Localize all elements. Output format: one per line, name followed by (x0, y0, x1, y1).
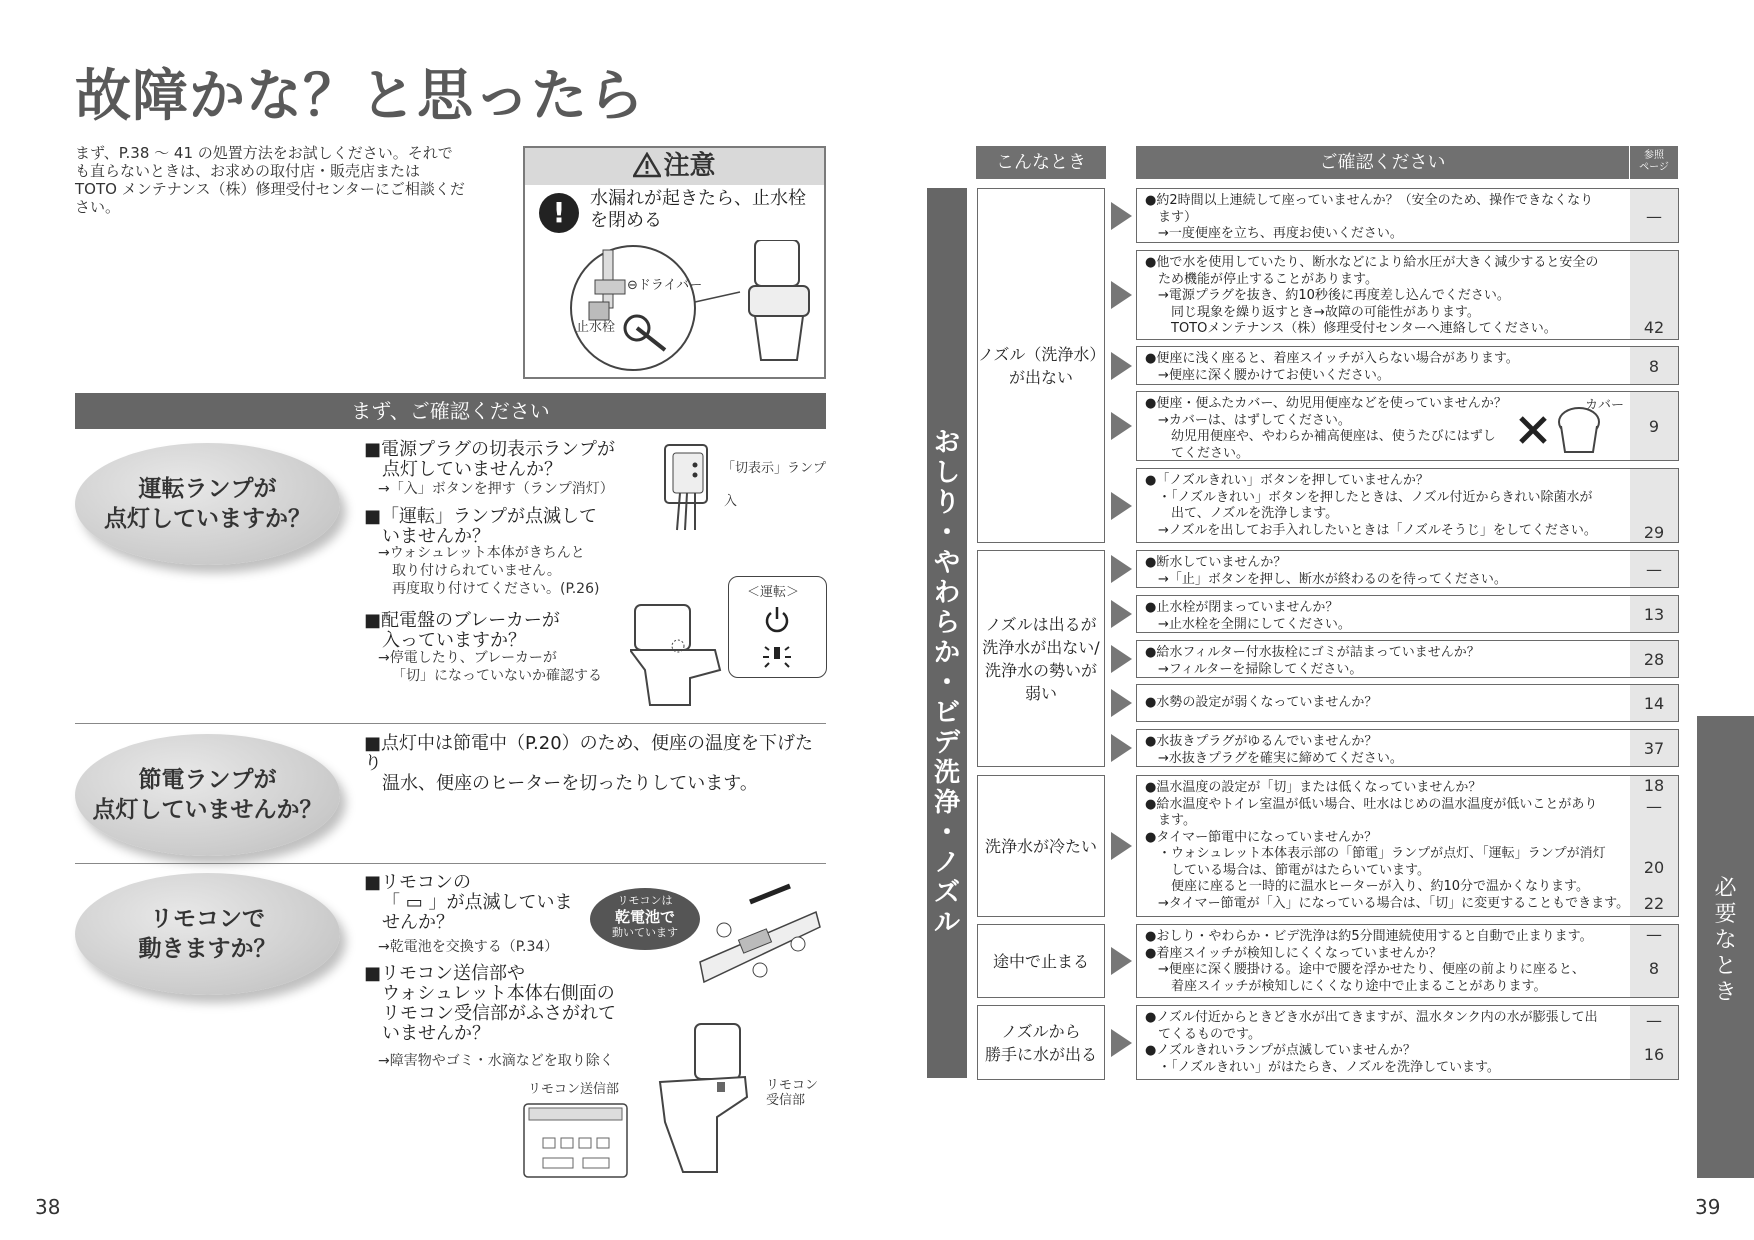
item-sub: 「切」になっていないか確認する (392, 668, 602, 684)
section3-item2-sub (378, 1052, 658, 1070)
row-line: ます） (1145, 209, 1198, 225)
row-text (1145, 600, 1615, 633)
row-line: ●温水温度の設定が「切」または低くなっていませんか？ (1145, 780, 1482, 795)
check-row (1136, 684, 1679, 722)
header-ref-line: ページ (1639, 162, 1669, 173)
condition-line: 洗浄水が出ない/ (982, 637, 1100, 657)
bubble-line: 動いています (612, 926, 678, 939)
row-line: ●水抜きプラグがゆるんでいませんか？ (1145, 734, 1378, 749)
power-icon (762, 605, 792, 633)
ref-page-number: 8 (1648, 959, 1660, 978)
row-line: →止水栓を全開にしてください。 (1145, 616, 1351, 632)
vertical-char: ら (933, 608, 960, 638)
arrow-right-icon (1111, 1029, 1132, 1057)
side-tab-text (1697, 876, 1754, 1006)
page-number-left: 38 (35, 1195, 61, 1219)
oval-line: 運転ランプが (138, 476, 277, 502)
condition-line: ノズルから (1001, 1021, 1081, 1041)
vertical-category-text (927, 428, 967, 938)
unten-lamp-callout (728, 576, 827, 678)
item-head: 温水、便座のヒーターを切ったりしています。 (382, 773, 758, 794)
condition-line: 勝手に水が出る (984, 1044, 1097, 1064)
arrow-right-icon (1111, 281, 1132, 309)
item-head: 「 ▭ 」が点滅していま (382, 892, 573, 913)
arrow-right-icon (1111, 832, 1132, 860)
vertical-char: お (933, 428, 960, 458)
bubble-line: リモコンは (617, 894, 673, 907)
item-head: リモコン受信部がふさがれて (382, 1003, 616, 1024)
kiri-lamp-label: 「切表示」ランプ (722, 461, 827, 476)
row-line: ・「ノズルきれい」がはたらき、ノズルを洗浄しています。 (1145, 1059, 1500, 1075)
ref-page-number: — (1646, 925, 1662, 944)
check-row (1136, 1005, 1679, 1080)
ref-page-number: 8 (1648, 357, 1660, 376)
row-line: →ノズルを出してお手入れしたいときは「ノズルそうじ」をしてください。 (1145, 522, 1597, 538)
row-line: →便座に深く腰掛ける。途中で腰を浮かせたり、便座の前よりに座ると、 (1145, 962, 1585, 977)
toilet-receiver-illustration (655, 1022, 755, 1177)
arrow-right-icon (1111, 492, 1132, 520)
ref-page-number: 29 (1643, 523, 1665, 542)
page-title: 故障かな？と思ったら (75, 64, 645, 129)
check-row (1136, 250, 1679, 340)
row-text (1145, 929, 1615, 995)
ref-page-number: 16 (1643, 1045, 1665, 1064)
section3-item1-sub (378, 938, 598, 956)
oval-unten-lamp (75, 443, 340, 565)
row-line: ため機能が停止することがあります。 (1145, 271, 1378, 287)
cover-label: カバー (1585, 398, 1625, 413)
row-text (1145, 351, 1615, 384)
item-sub: →乾電池を交換する（P.34） (378, 939, 559, 955)
receiver-line: リモコン (766, 1078, 819, 1093)
section1-item1 (364, 440, 634, 480)
item-head: 点灯していませんか？ (382, 459, 562, 480)
check-first-banner: まず、ご確認ください (75, 393, 826, 429)
item-head: いませんか？ (382, 526, 490, 547)
condition-line: ノズルは出るが (985, 614, 1097, 634)
battery-bubble (590, 888, 700, 950)
ref-page-number: 42 (1643, 318, 1665, 337)
ref-page-number: — (1646, 797, 1662, 816)
ref-page-number: 9 (1648, 417, 1660, 436)
caution-box (523, 146, 826, 379)
item-head: ■点灯中は節電中（P.20）のため、便座の温度を下げたり (364, 733, 813, 774)
vertical-char: ・ (933, 818, 960, 848)
row-line: ●ノズル付近からときどき水が出てきますが、温水タンク内の水が膨張して出 (1145, 1010, 1598, 1025)
check-row (1136, 924, 1679, 998)
oval-remocon (75, 873, 340, 995)
row-line: 便座に座ると一時的に温水ヒーターが入り、約10分で温かくなります。 (1145, 879, 1589, 894)
section2-item1 (364, 734, 824, 794)
ref-page-number: 13 (1643, 605, 1665, 624)
vertical-char: き (1714, 980, 1737, 1005)
check-row (1136, 391, 1679, 461)
arrow-right-icon (1111, 600, 1132, 628)
row-text (1145, 555, 1615, 588)
caution-driver-label: ⊖ドライバー (627, 278, 703, 293)
intro-text: まず、P.38 〜 41 の処置方法をお試しください。それでも直らないときは、お求めの取付店・販売店または TOTO メンテナンス（株）修理受付センターにご相談ください。 (75, 144, 465, 216)
check-row (1136, 468, 1679, 543)
row-text (1145, 734, 1615, 767)
header-ref-page (1629, 146, 1678, 179)
vertical-char: な (1714, 928, 1737, 953)
vertical-char: ・ (933, 668, 960, 698)
toilet-unten-illustration (630, 600, 725, 710)
row-line: ●止水栓が閉まっていませんか？ (1145, 600, 1339, 615)
remocon-battery-illustration (690, 882, 826, 1002)
row-line: ●給水フィルター付水抜栓にゴミが詰まっていませんか？ (1145, 645, 1480, 660)
arrow-right-icon (1111, 689, 1132, 717)
check-row (1136, 775, 1679, 917)
vertical-char: ・ (933, 518, 960, 548)
item-head: いませんか？ (382, 1023, 490, 1044)
condition-line: ノズル（洗浄水） (978, 344, 1106, 364)
row-line: →フィルターを掃除してください。 (1145, 661, 1363, 677)
blinking-lamp-icon (757, 639, 797, 669)
vertical-char: 洗 (933, 758, 960, 788)
vertical-char: 要 (1714, 902, 1737, 927)
ref-page-number: — (1646, 560, 1662, 579)
row-text (1145, 780, 1630, 912)
ref-page-number: 37 (1643, 739, 1665, 758)
item-sub: 再度取り付けてください。(P.26) (392, 581, 600, 597)
row-line: ●水勢の設定が弱くなっていませんか？ (1145, 695, 1378, 710)
arrow-right-icon (1111, 352, 1132, 380)
row-line: ます。 (1145, 813, 1196, 828)
section-divider (75, 863, 826, 864)
vertical-char: り (933, 488, 960, 518)
side-tab (1697, 716, 1754, 1178)
section1-item2-sub (378, 544, 638, 598)
section3-item2 (364, 964, 634, 1044)
remocon-sender-illustration (523, 1103, 628, 1178)
ref-page-number: 28 (1643, 650, 1665, 669)
row-line: ●着座スイッチが検知しにくくなっていませんか？ (1145, 945, 1442, 961)
item-head: ウォシュレット本体右側面の (382, 983, 615, 1004)
item-head: せんか？ (382, 912, 454, 933)
oval-setsuden-lamp (75, 734, 340, 856)
item-sub: →障害物やゴミ・水滴などを取り除く (378, 1053, 614, 1069)
row-line: ・ウォシュレット本体表示部の「節電」ランプが点灯、「運転」ランプが消灯 (1145, 846, 1606, 861)
item-head: ■「運転」ランプが点滅して (364, 506, 598, 527)
row-line: ●タイマー節電中になっていませんか？ (1145, 829, 1378, 845)
ref-page-number: 22 (1643, 894, 1665, 913)
item-sub: 取り付けられていません。 (392, 563, 561, 579)
arrow-right-icon (1111, 734, 1132, 762)
row-line: ●給水温度やトイレ室温が低い場合、吐水はじめの温水温度が低いことがあり (1145, 796, 1598, 812)
vertical-char: わ (933, 578, 960, 608)
arrow-right-icon (1111, 947, 1132, 975)
caution-heading-text: 注意 (663, 151, 716, 181)
row-line: 着座スイッチが検知しにくくなり途中で止まることがあります。 (1145, 978, 1547, 994)
arrow-right-icon (1111, 555, 1132, 583)
iri-label: 入 (724, 494, 738, 509)
row-line: ●他で水を使用していたり、断水などにより給水圧が大きく減少すると安全の (1145, 255, 1599, 270)
row-line: ●「ノズルきれい」ボタンを押していませんか？ (1145, 473, 1429, 488)
condition-line: 弱い (1024, 683, 1057, 703)
row-line: →便座に深く腰かけてお使いください。 (1145, 367, 1390, 383)
caution-stopcock-label: 止水栓 (576, 320, 616, 335)
section1-item1-sub (378, 480, 638, 498)
receiver-line: 受信部 (766, 1093, 806, 1108)
row-line: 出て、ノズルを洗浄します。 (1145, 506, 1339, 521)
item-head: ■リモコン送信部や (364, 963, 526, 984)
vertical-char: し (933, 458, 960, 488)
row-text (1145, 645, 1615, 678)
vertical-char: か (933, 638, 960, 668)
condition-line: 洗浄水が冷たい (984, 836, 1097, 856)
vertical-char: や (933, 548, 960, 578)
vertical-char: 必 (1714, 876, 1737, 901)
check-row (1136, 640, 1679, 678)
oval-line: リモコンで (150, 906, 265, 932)
row-line: 同じ現象を繰り返すとき→故障の可能性があります。 (1145, 304, 1480, 320)
item-sub: →ウォシュレット本体がきちんと (378, 545, 585, 561)
bubble-line: 乾電池で (614, 908, 675, 926)
item-head: ■配電盤のブレーカーが (364, 610, 560, 631)
oval-line: 動きますか？ (138, 936, 277, 962)
oval-line: 点灯していますか？ (104, 506, 311, 532)
row-line: →タイマー節電が「入」になっている場合は、「切」に変更することもできます。 (1145, 895, 1630, 911)
condition-weak-water (977, 550, 1105, 767)
unten-label: ＜運転＞ (747, 585, 800, 600)
section1-item2 (364, 507, 634, 547)
row-line: ●便座・便ふたカバー、幼児用便座などを使っていませんか？ (1145, 396, 1507, 411)
item-head: 入っていますか？ (382, 630, 526, 651)
exclamation-icon: ! (539, 193, 579, 233)
check-row (1136, 550, 1679, 588)
caution-heading (525, 148, 824, 185)
row-line: →一度便座を立ち、再度お使いください。 (1145, 226, 1403, 241)
section-divider (75, 723, 826, 724)
row-line: ●ノズルきれいランプが点滅していませんか？ (1145, 1043, 1416, 1058)
check-row (1136, 188, 1679, 243)
row-text (1145, 255, 1615, 338)
arrow-right-icon (1111, 202, 1132, 230)
condition-line: が出ない (1008, 367, 1073, 387)
ref-page-number: 14 (1643, 694, 1665, 713)
condition-line: 途中で止まる (992, 951, 1089, 971)
ref-page-number: 18 (1643, 776, 1665, 795)
vertical-char: デ (933, 728, 960, 758)
item-head: ■電源プラグの切表示ランプが (364, 439, 616, 460)
section1-item3 (364, 611, 634, 651)
row-line: ・「ノズルきれい」ボタンを押したときは、ノズル付近からきれい除菌水が (1145, 489, 1593, 505)
vertical-char: ズ (933, 878, 960, 908)
condition-nozzle-no-water (977, 188, 1105, 543)
row-line: てください。 (1145, 445, 1250, 461)
row-line: ●約2時間以上連続して座っていませんか？（安全のため、操作できなくなり (1145, 193, 1594, 208)
stopcock-illustration (565, 240, 820, 375)
caution-text: 水漏れが起きたら、止水栓を閉める (590, 188, 806, 231)
check-row (1136, 595, 1679, 633)
page-number-right: 39 (1695, 1195, 1721, 1219)
arrow-right-icon (1111, 645, 1132, 673)
vertical-char: ル (933, 908, 960, 938)
row-line: している場合は、節電がはたらいています。 (1145, 862, 1430, 878)
row-line: ●便座に浅く座ると、着座スイッチが入らない場合があります。 (1145, 351, 1519, 366)
oval-line: 点灯していませんか？ (92, 797, 323, 823)
check-row (1136, 729, 1679, 767)
row-line: →カバーは、はずしてください。 (1145, 412, 1351, 428)
remocon-receiver-label (766, 1078, 818, 1108)
vertical-char: ノ (933, 848, 960, 878)
section3-item1 (364, 873, 584, 933)
row-line: てくるものです。 (1145, 1026, 1261, 1042)
row-text (1145, 1010, 1615, 1076)
row-line: →電源プラグを抜き、約10秒後に再度差し込んでください。 (1145, 288, 1510, 303)
header-when: こんなとき (976, 146, 1106, 179)
vertical-char: 浄 (933, 788, 960, 818)
condition-cold-water (977, 775, 1105, 917)
row-line: ●おしり・やわらか・ビデ洗浄は約5分間連続使用すると自動で止まります。 (1145, 929, 1593, 944)
warning-triangle-icon (633, 152, 661, 178)
vertical-char: と (1714, 954, 1737, 979)
row-text (1145, 695, 1615, 712)
power-plug-illustration (655, 435, 715, 535)
condition-line: 洗浄水の勢いが (984, 660, 1097, 680)
item-sub: →「入」ボタンを押す（ランプ消灯） (378, 481, 614, 497)
remocon-sender-label: リモコン送信部 (528, 1082, 620, 1097)
row-line: →水抜きプラグを確実に締めてください。 (1145, 750, 1403, 766)
oval-line: 節電ランプが (138, 767, 277, 793)
vertical-char: ビ (933, 698, 960, 728)
row-line: 幼児用便座や、やわらか補高便座は、使うたびにはずし (1145, 429, 1496, 444)
ref-page-number: — (1646, 207, 1662, 226)
condition-water-leak (977, 1005, 1105, 1080)
ref-page-number: 20 (1643, 858, 1665, 877)
ref-page-number: — (1646, 1011, 1662, 1030)
row-text (1145, 193, 1615, 243)
row-line: →「止」ボタンを押し、断水が終わるのを待ってください。 (1145, 571, 1507, 587)
item-head: ■リモコンの (364, 872, 472, 893)
check-row (1136, 346, 1679, 385)
row-line: TOTOメンテナンス（株）修理受付センターへ連絡してください。 (1145, 321, 1557, 336)
header-ref-line: 参照 (1644, 150, 1664, 161)
condition-stops-midway (977, 924, 1105, 998)
row-text (1145, 473, 1615, 539)
item-sub: →停電したり、ブレーカーが (378, 650, 557, 666)
row-line: ●断水していませんか？ (1145, 555, 1287, 570)
arrow-right-icon (1111, 412, 1132, 440)
header-check: ご確認ください (1136, 146, 1629, 179)
section1-item3-sub (378, 649, 638, 685)
vertical-category-band (927, 188, 967, 1078)
